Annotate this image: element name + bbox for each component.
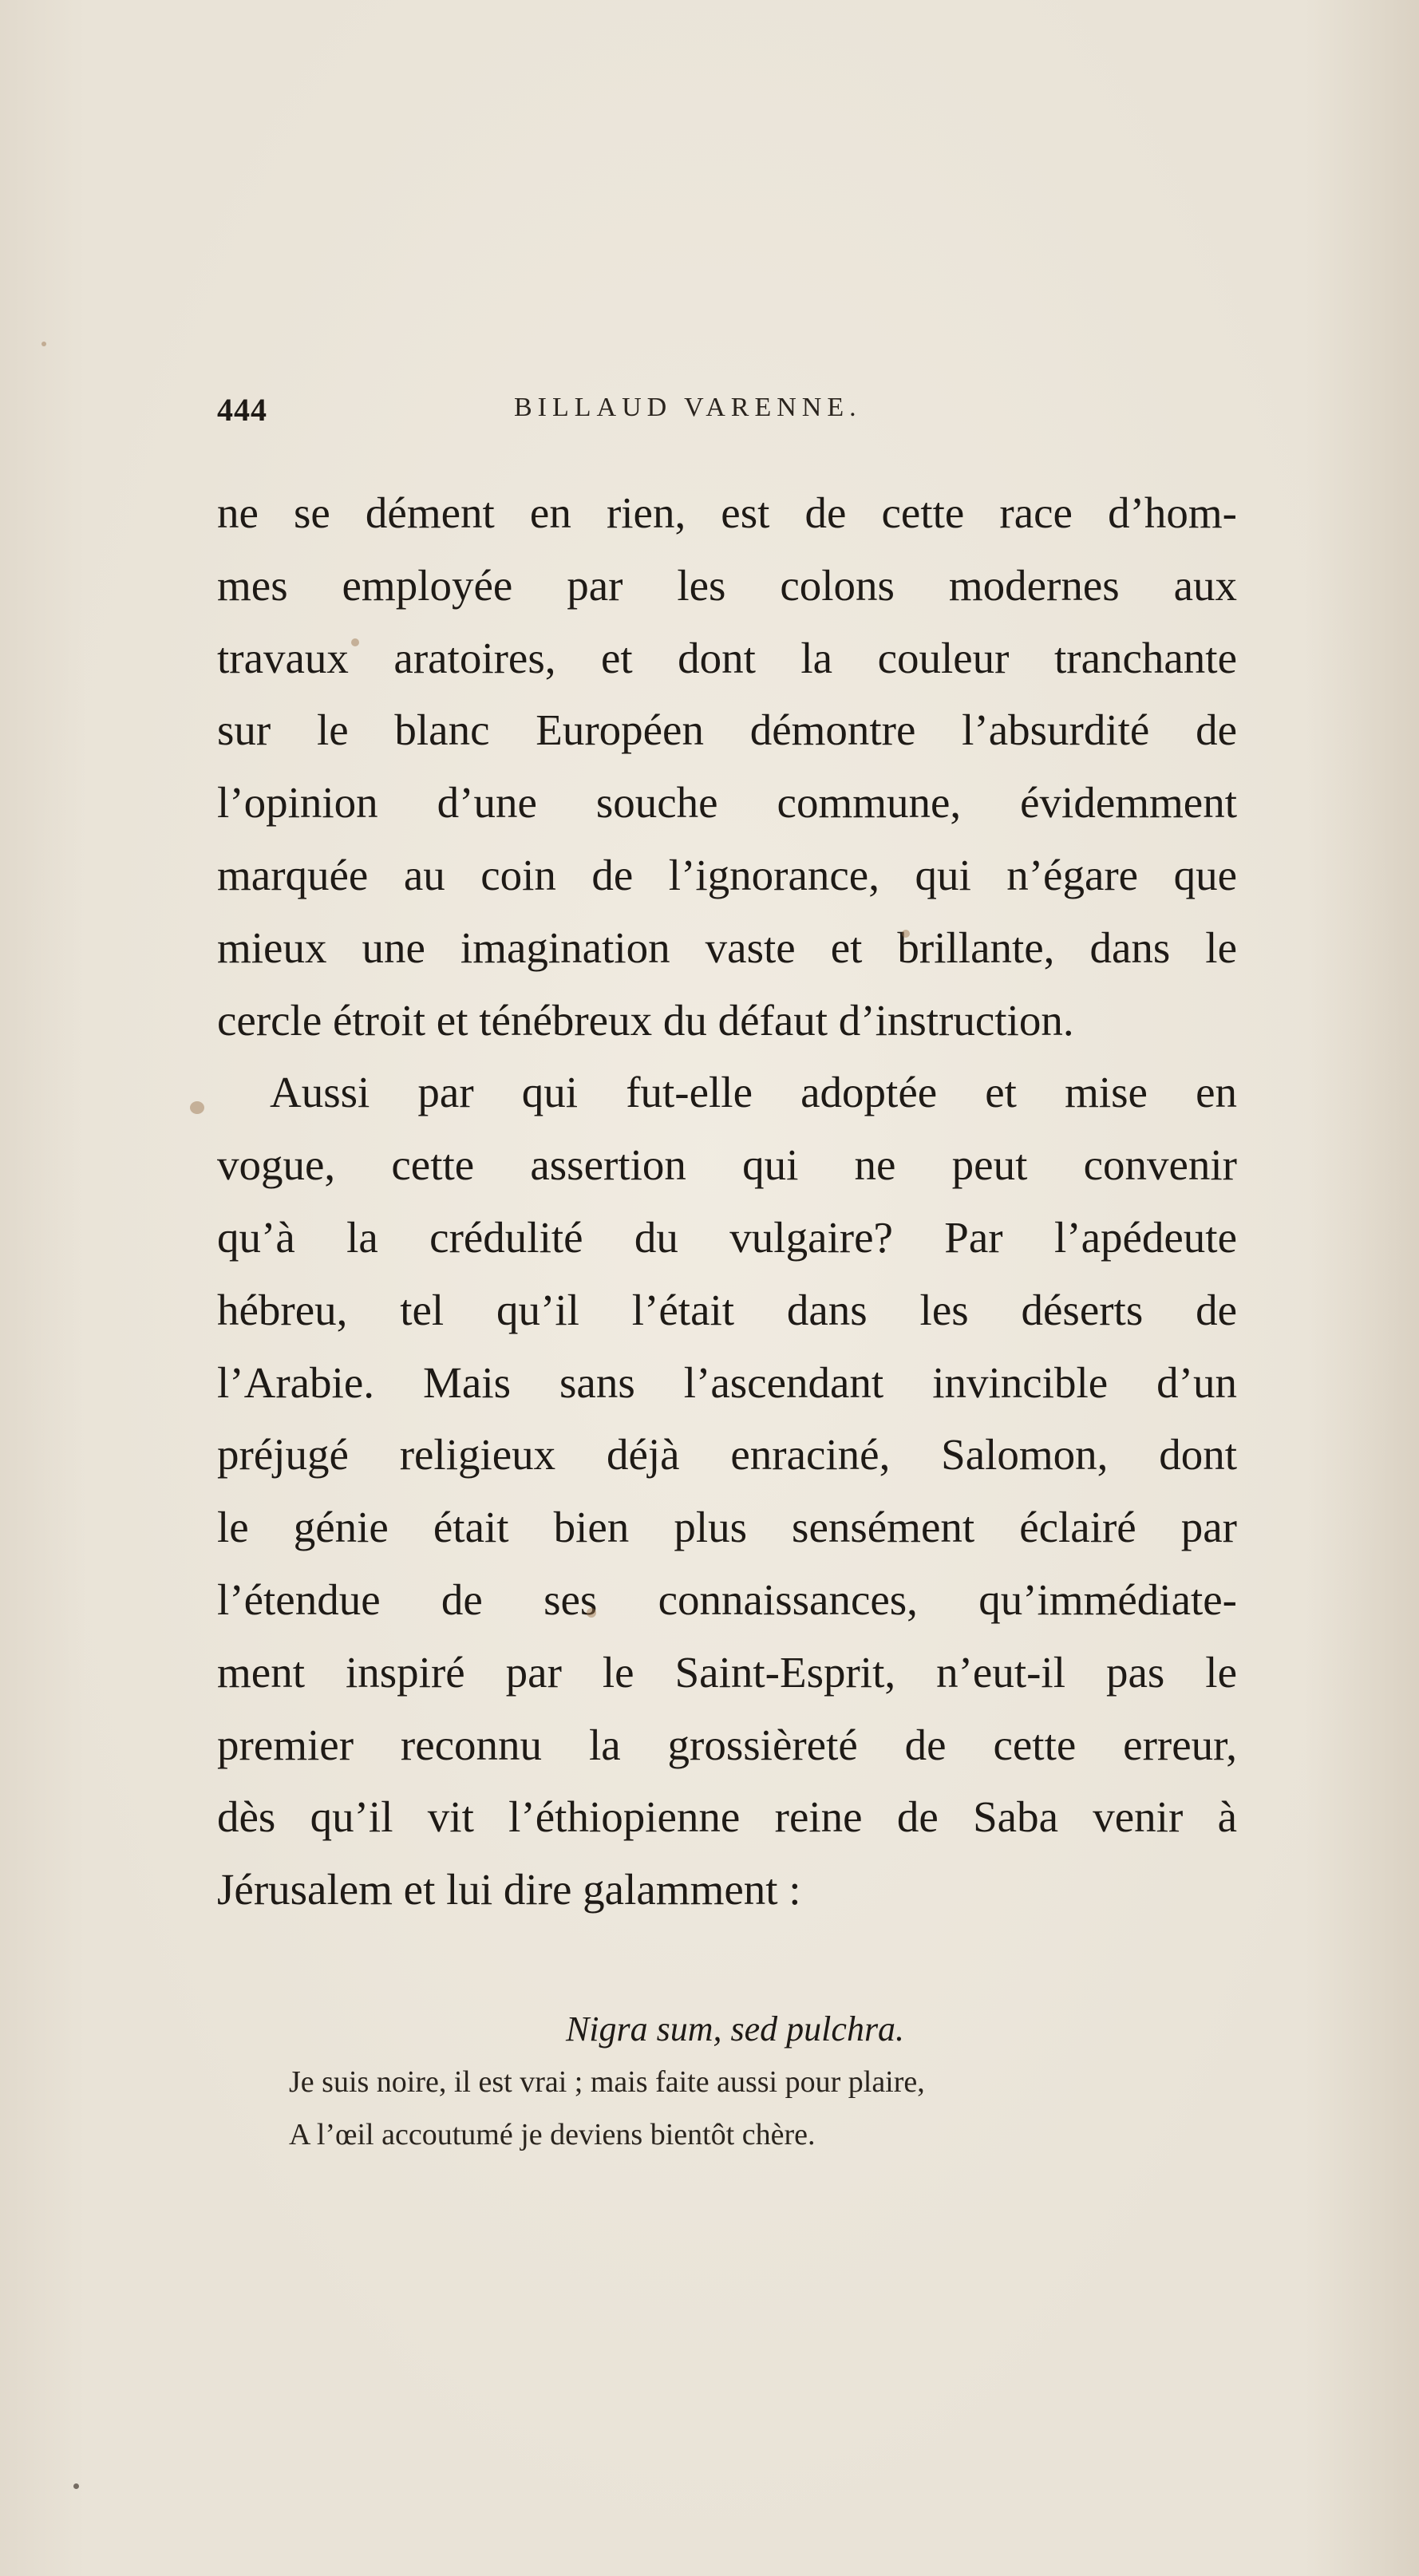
text-line: hébreu, tel qu’il l’était dans les déserts de [217,1285,1237,1334]
text-line: le génie était bien plus sensément éclairé par [217,1503,1237,1552]
text-line: vogue, cette assertion qui ne peut convenir [217,1140,1237,1190]
text-line: l’Arabie. Mais sans l’ascendant invincible d’un [217,1357,1237,1407]
text-line: l’étendue de ses connaissances, qu’immédiate- [217,1574,1237,1624]
paper-speck [351,638,359,646]
text-line: préjugé religieux déjà enraciné, Salomon, dont [217,1430,1237,1480]
text-line: marquée au coin de l’ignorance, qui n’égare que [217,850,1237,899]
text-line: premier reconnu la grossièreté de cette erreur, [217,1720,1237,1769]
running-head: BILLAUD VARENNE. [514,393,862,422]
text-line: Jérusalem et lui dire galamment : [217,1865,801,1914]
text-line: ne se dément en rien, est de cette race d’hom- [217,488,1237,537]
paper-speck [902,930,910,938]
paper-speck [587,1608,596,1618]
text-line: mieux une imagination vaste et brillante, dans le [217,923,1237,972]
verse-line: Je suis noire, il est vrai ; mais faite aussi pour plaire, [289,2065,925,2099]
paper-speck [42,342,46,346]
verse-quotation [217,2003,1237,2161]
paragraph-start-line: Aussi par qui fut-elle adoptée et mise en [270,1068,1237,1117]
latin-quote: Nigra sum, sed pulchra. [565,2009,905,2049]
paper-speck [190,1101,204,1114]
text-line: sur le blanc Européen démontre l’absurdité de [217,705,1237,755]
text-line: dès qu’il vit l’éthiopienne reine de Saba venir à [217,1792,1237,1842]
verse-line: A l’œil accoutumé je deviens bientôt chère. [289,2118,816,2151]
paper-speck [73,2483,79,2489]
text-line: l’opinion d’une souche commune, évidemment [217,778,1237,828]
text-line: qu’à la crédulité du vulgaire? Par l’apédeute [217,1212,1237,1262]
page-number: 444 [217,392,267,428]
body-text [217,477,1237,1926]
page-header [217,391,1231,439]
text-line: ment inspiré par le Saint-Esprit, n’eut-il pas le [217,1647,1237,1697]
text-line: mes employée par les colons modernes aux [217,560,1237,610]
text-line: travaux aratoires, et dont la couleur tranchante [217,633,1237,682]
text-line: cercle étroit et ténébreux du défaut d’instruction. [217,995,1074,1045]
